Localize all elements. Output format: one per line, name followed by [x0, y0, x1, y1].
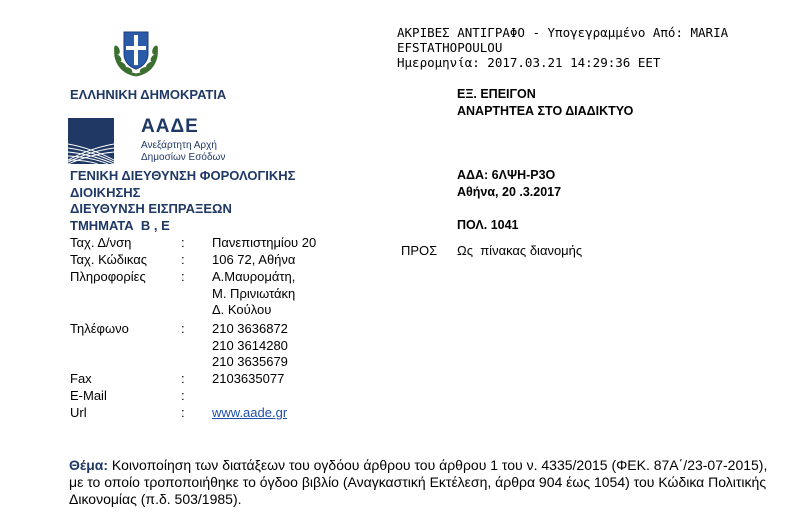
info-label: Πληροφορίες	[70, 269, 146, 284]
phone-label: Τηλέφωνο	[70, 321, 129, 336]
urgency-block	[457, 86, 633, 120]
address-colon: :	[181, 235, 185, 250]
posting-label: ΑΝΑΡΤΗΤΕΑ ΣΤΟ ΔΙΑΔΙΚΤΥΟ	[457, 104, 634, 118]
subject-label: Θέμα:	[69, 457, 109, 473]
general-directorate-line-1: ΓΕΝΙΚΗ ΔΙΕΥΘΥΝΣΗ ΦΟΡΟΛΟΓΙΚΗΣ	[70, 168, 296, 183]
document-date: Αθήνα, 20 .3.2017	[457, 185, 562, 199]
subject-paragraph	[69, 457, 769, 508]
fax-value: 2103635077	[212, 371, 285, 386]
aade-subtitle	[141, 140, 225, 164]
signature-line-2: EFSTATHOPOULOU	[397, 40, 503, 55]
phone-values	[212, 321, 288, 371]
republic-title: ΕΛΛΗΝΙΚΗ ΔΗΜΟΚΡΑΤΙΑ	[70, 87, 227, 102]
aade-logo-text: ΑΑΔΕ	[141, 116, 199, 137]
signature-date: Ημερομηνία: 2017.03.21 14:29:36 EET	[397, 55, 661, 70]
directorate-block	[70, 168, 295, 234]
info-colon: :	[181, 269, 185, 284]
sections-name: ΤΜΗΜΑΤΑ Β , Ε	[70, 217, 170, 233]
info-values	[212, 269, 295, 319]
info-person-2: Μ. Πρινιωτάκη	[212, 285, 296, 301]
url-label: Url	[70, 405, 87, 420]
recipient-value: Ως πίνακας διανομής	[457, 243, 583, 258]
phone-colon: :	[181, 321, 185, 336]
signature-line-1: ΑΚΡΙΒΕΣ ΑΝΤΙΓΡΑΦΟ - Υπογεγραμμένο Από: MARIA	[397, 25, 729, 40]
ada-code: ΑΔΑ: 6ΛΨΗ-Ρ3Ο	[457, 168, 556, 182]
info-person-3: Δ. Κούλου	[212, 302, 272, 317]
postal-colon: :	[181, 252, 185, 267]
phone-number-3: 210 3635679	[212, 354, 288, 369]
email-label: E-Mail	[70, 388, 107, 403]
email-colon: :	[181, 388, 185, 403]
url-colon: :	[181, 405, 185, 420]
greek-emblem-icon	[110, 26, 162, 78]
phone-number-2: 210 3614280	[212, 337, 288, 353]
urgency-label: ΕΞ. ΕΠΕΙΓΟΝ	[457, 87, 536, 101]
address-label: Ταχ. Δ/νση	[70, 235, 132, 250]
recipient-label: ΠΡΟΣ	[401, 243, 438, 258]
postal-label: Ταχ. Κώδικας	[70, 252, 147, 267]
postal-value: 106 72, Αθήνα	[212, 252, 296, 267]
fax-colon: :	[181, 371, 185, 386]
aade-logo-icon	[68, 118, 114, 164]
phone-number-1: 210 3636872	[212, 321, 288, 336]
subject-text: Κοινοποίηση των διατάξεων του ογδόου άρθρου του άρθρου 1 του ν. 4335/2015 (ΦΕΚ. 87Α΄/23-07-2015), με το οποίο τροποποιήθηκε το όγδοο βιβλίο (Αναγκαστική Εκτέλεση, άρθρα 904 έως 1054) του Κώδικα Πολιτικής Δικονομίας (π.δ. 503/1985).	[69, 457, 768, 507]
aade-subtitle-line-2: Δημοσίων Εσόδων	[141, 152, 226, 163]
address-value: Πανεπιστημίου 20	[212, 235, 317, 250]
pol-number: ΠΟΛ. 1041	[457, 218, 519, 232]
directorate-name: ΔΙΕΥΘΥΝΣΗ ΕΙΣΠΡΑΞΕΩΝ	[70, 201, 232, 216]
fax-label: Fax	[70, 371, 92, 386]
signature-block	[397, 25, 728, 70]
info-person-1: Α.Μαυρομάτη,	[212, 269, 296, 284]
general-directorate-line-2: ΔΙΟΙΚΗΣΗΣ	[70, 184, 141, 200]
aade-subtitle-line-1: Ανεξάρτητη Αρχή	[141, 140, 217, 151]
website-link[interactable]: www.aade.gr	[212, 405, 288, 420]
